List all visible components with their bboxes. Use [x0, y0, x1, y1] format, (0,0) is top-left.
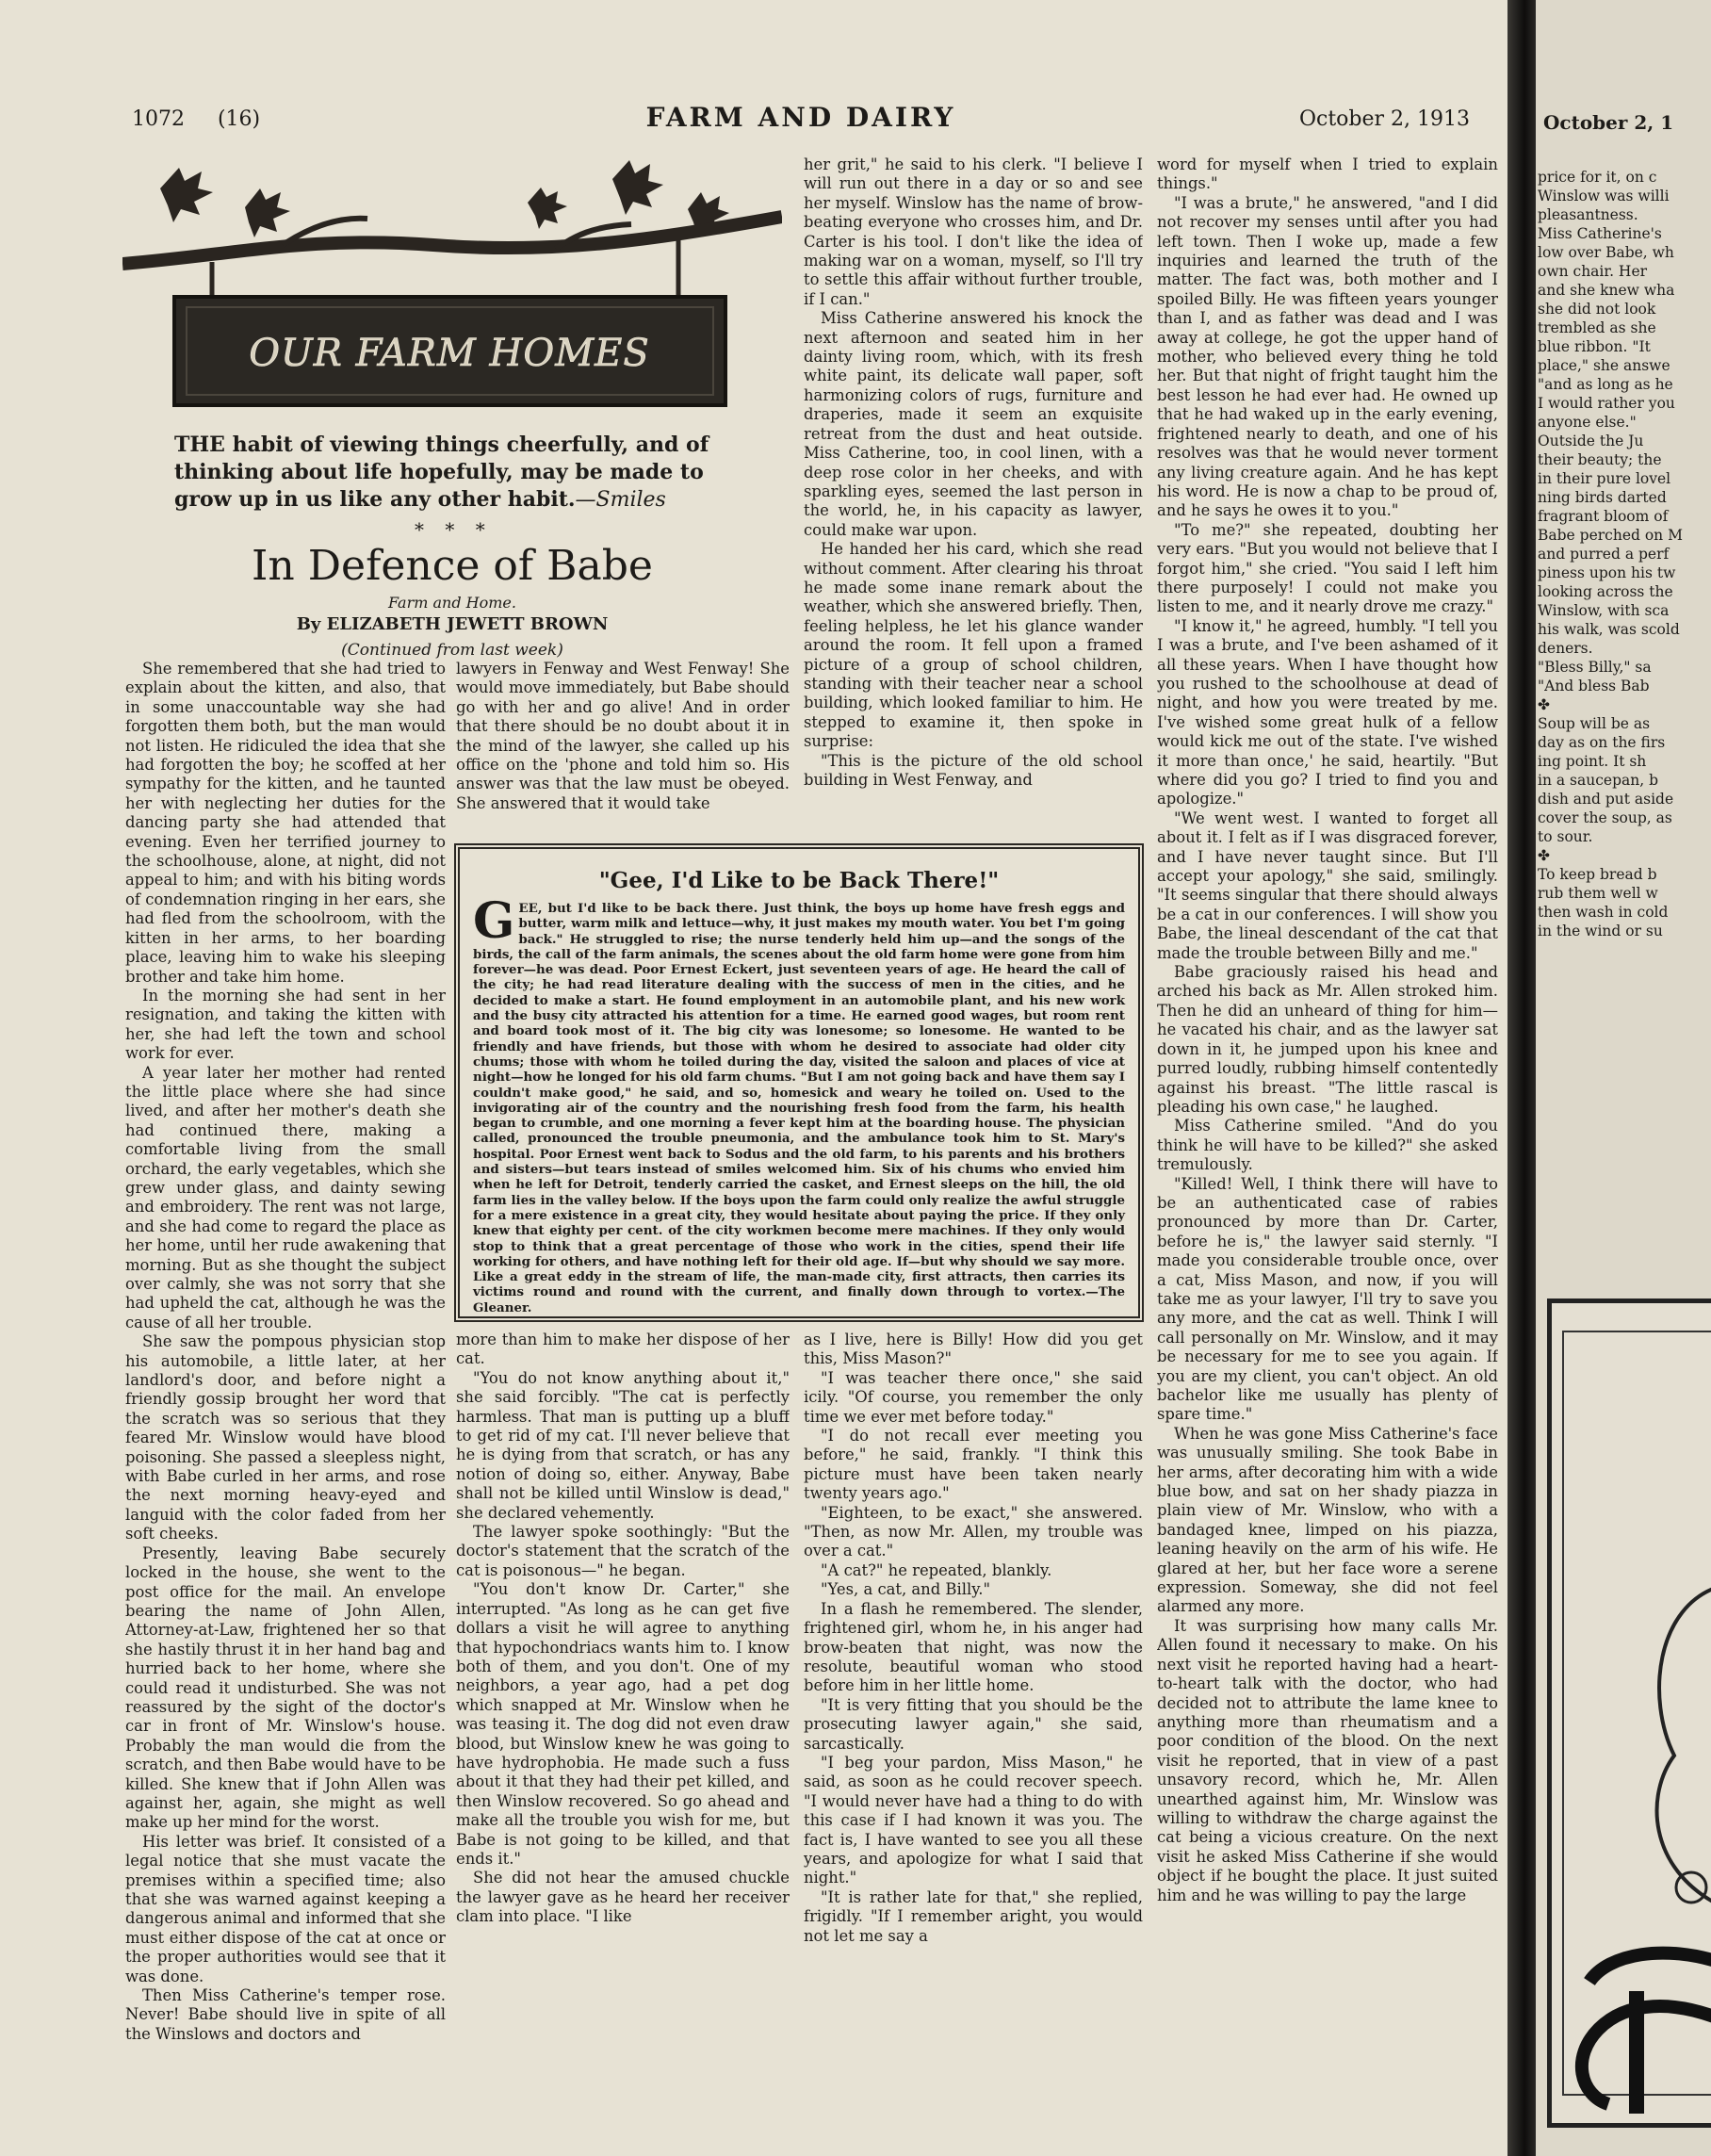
paragraph: Then Miss Catherine's temper rose. Never! Babe should live in spite of all the Winslows and doctors and: [125, 1986, 446, 2043]
article-column-3-bottom: [804, 1331, 1143, 2094]
advertisement-frame: [1547, 1298, 1711, 2128]
article-column-3-top: [804, 155, 1143, 834]
paragraph: "Eighteen, to be exact," she answered. "Then, as now Mr. Allen, my trouble was over a cat.": [804, 1503, 1143, 1560]
adjacent-page-line: to sour.: [1538, 828, 1593, 845]
boxed-story-body: [473, 892, 1125, 1315]
adjacent-page-line: and purred a perf: [1538, 546, 1670, 563]
paragraph: "I was teacher there once," she said icily. "Of course, you remember the only time we ever met before today.": [804, 1368, 1143, 1426]
sign-title: OUR FARM HOMES: [249, 332, 650, 375]
adjacent-page-line: in their pure lovel: [1538, 470, 1671, 487]
drop-cap: G: [473, 892, 515, 950]
paragraph: "A cat?" he repeated, blankly.: [821, 1560, 1052, 1579]
paragraph: "It is rather late for that," she replied, frigidly. "If I remember aright, you would not let me say a: [804, 1887, 1143, 1945]
paragraph: A year later her mother had rented the little place where she had since lived, and after her mother's death she had continued there, making a comfortable living from the small orchard, the early vegetables, which she grew under glass, and dainty sewing and embroidery. The rent was not large, and she had come to regard the place as her home, until her rude awakening that morning. But as she thought the subject over calmly, she was not sorry that she had upheld the cat, although he was the cause of all her trouble.: [125, 1063, 446, 1331]
paragraph: "I know it," he agreed, humbly. "I tell you I was a brute, and I've been ashamed of it all these years. When I have thought how you rushed to the schoolhouse at dead of night, and how you were treated by me. I've wished some great hulk of a fellow would kick me out of the state. I've wished it more than once,' he said, heartily. "But where did you go? I tried to find you and apologize.": [1157, 616, 1498, 808]
continued-note: (Continued from last week): [341, 641, 563, 660]
motto-source: —Smiles: [575, 488, 666, 512]
paragraph: It was surprising how many calls Mr. Allen found it necessary to make. On his next visit he reported having had a heart-to-heart talk with the doctor, who had decided not to attribute the lame knee to anything more than rheumatism and a poor condition of the blood. On the next visit he reported, that in view of a past unsavory record, which he, Mr. Allen unearthed against him, Mr. Winslow was willing to withdraw the charge against the cat being a vicious creature. On the next visit he asked Miss Catherine if she would object if he bought the place. It just suited him and he was willing to pay the large: [1157, 1616, 1498, 1904]
paragraph: "You do not know anything about it," she said forcibly. "The cat is perfectly harmless. That man is putting up a bluff to get rid of my cat. I'll never believe that he is dying from that scratch, or has any notion of doing so, either. Anyway, Babe shall not be killed until Winslow is dead," she declared vehemently.: [456, 1368, 790, 1522]
adjacent-page-line: dish and put aside: [1538, 791, 1674, 808]
adjacent-page-line: piness upon his tw: [1538, 564, 1676, 581]
binding-gutter: [1507, 0, 1536, 2156]
adjacent-page-line: "and as long as he: [1538, 376, 1673, 393]
adjacent-page-text: [1538, 168, 1711, 940]
paragraph: In the morning she had sent in her resignation, and taking the kitten with her, she had left the town and school work for ever.: [125, 986, 446, 1063]
running-head: [132, 102, 1470, 139]
adjacent-page-line: To keep bread b: [1538, 866, 1657, 883]
paragraph: as I live, here is Billy! How did you get this, Miss Mason?": [804, 1331, 1143, 1368]
adjacent-page-line: pleasantness.: [1538, 206, 1638, 223]
paragraph: lawyers in Fenway and West Fenway! She would move immediately, but Babe should go with her and go alive! And in order that there should be no doubt about it in the mind of the lawyer, she called up his office on the 'phone and told him so. His answer was that the law must be obeyed. She answered that it would take: [456, 660, 790, 812]
issue-date: October 2, 1913: [1298, 107, 1470, 131]
boxed-story-source: —The Gleaner.: [473, 1284, 1125, 1315]
adjacent-page-line: ✤: [1538, 696, 1550, 713]
paragraph: Presently, leaving Babe securely locked in the house, she went to the post office for the mail. An envelope bearing the name of John Allen, Attorney-at-Law, frightened her so that she hastily thrust it in her hand bag and hurried back to her home, where she could read it undisturbed. She was not reassured by the sight of the doctor's car in front of Mr. Winslow's house. Probably the man would die from the scratch, and then Babe would have to be killed. She knew that if John Allen was against her, again, she might as well make up her mind for the worst.: [125, 1544, 446, 1832]
adjacent-page-line: she did not look: [1538, 301, 1656, 318]
paragraph: "We went west. I wanted to forget all about it. I felt as if I was disgraced forever, and I have never taught since. But I'll accept your apology," she said, smilingly. "It seems singular that there should always be a cat in our conferences. I will show you Babe, the lineal descendant of the cat that made the trouble between Billy and me.": [1157, 808, 1498, 962]
paragraph: "I was a brute," he answered, "and I did not recover my senses until after you had left town. Then I woke up, made a few inquiries and learned the truth of the matter. The fact was, both mother and I spoiled Billy. He was fifteen years younger than I, and as father was dead and I was away at college, he got the upper hand of mother, who believed every thing he told her. But that night of fright taught him the best lesson he had ever had. He owned up that he had waked up in the early evening, frightened nearly to death, and one of his resolves was that he would never torment any living creature again. And he has kept his word. He is now a chap to be proud of, and he says he owes it to you.": [1157, 193, 1498, 520]
article-column-2-top: [456, 660, 790, 834]
paragraph: more than him to make her dispose of her cat.: [456, 1331, 790, 1368]
motto-text: THE habit of viewing things cheerfully, and of thinking about life hopefully, may be made to grow up in us like any other habit.: [174, 433, 709, 512]
paragraph: "Yes, a cat, and Billy.": [821, 1580, 991, 1599]
boxed-story-text: EE, but I'd like to be back there. Just think, the boys up home have fresh eggs and butter, warm milk and lettuce—why, it just makes my mouth water. You bet I'm going back." He struggled to rise; the nurse tenderly held him up—and the songs of the birds, the call of the farm animals, the scenes about the old farm home were gone from him forever—he was dead. Poor Ernest Eckert, just seventeen years of age. He heard the call of the city; he had read literature dealing with the success of men in the cities, and he decided to make a start. He found employment in an automobile plant, and his new work and the busy city attracted his attention for a time. He earned good wages, but room rent and board took most of it. The big city was lonesome; so lonesome. He wanted to be friendly and have friends, but those with whom he desired to associate had older city chums; those with whom he toiled during the day, visited the saloon and places of vice at night—how he longed for his old farm chums. "But I am not going back and have them say I couldn't make good," he said, and so, homesick and weary he toiled on. Used to the invigorating air of the country and the nourishing fresh food from the farm, his health began to crumble, and one morning a fever kept him at the boarding house. The physician called, pronounced the trouble pneumonia, and the ambulance took him to St. Mary's hospital. Poor Ernest went back to Sodus and the old farm, to his parents and his brothers and sisters—but tears instead of smiles welcomed him. Six of his chums who envied him when he left for Detroit, tenderly carried the casket, and Ernest sleeps on the hill, the old farm lies in the valley below. If the boys upon the farm could only realize the awful struggle for a mere existence in a great city, they would hesitate about paying the price. If they only knew that eighty per cent. of the city workmen become mere machines. If they only would stop to think that a great percentage of those who work in the cities, spend their life working for others, and have nothing left for their old age. If—but why should we say more. Like a great eddy in the stream of life, the man-made city, first attracts, then carries its victims round and round with the current, and finally down through to vortex.: [473, 901, 1125, 1300]
adjacent-page-date: October 2, 1: [1543, 111, 1674, 134]
paragraph: Babe graciously raised his head and arched his back as Mr. Allen stroked him. Then he did an unheard of thing for him—he vacated his chair, and as the lawyer sat down in it, he jumped upon his knee and purred loudly, rubbing himself contentedly against his breast. "The little rascal is pleading his own case," he laughed.: [1157, 963, 1498, 1116]
adjacent-page-line: cover the soup, as: [1538, 809, 1672, 826]
adjacent-page-line: place," she answe: [1538, 357, 1670, 374]
paragraph: "I do not recall ever meeting you before," he said, frankly. "I think this picture must have been taken nearly twenty years ago.": [804, 1427, 1143, 1503]
boxed-story: [454, 843, 1144, 1322]
our-farm-homes-banner: [122, 151, 782, 433]
adjacent-page-line: trembled as she: [1538, 319, 1656, 336]
article-subtitle: Farm and Home.: [388, 594, 516, 612]
adjacent-page-line: their beauty; the: [1538, 451, 1662, 468]
adjacent-page-line: looking across the: [1538, 583, 1673, 600]
page-number: 1072 (16): [132, 107, 261, 131]
paragraph: "I beg your pardon, Miss Mason," he said, as soon as he could recover speech. "I would never have had a thing to do with this case if I had known it was you. The fact is, I have wanted to see you all these years, and apologize for what I said that night.": [804, 1753, 1143, 1887]
adjacent-page-line: his walk, was scold: [1538, 621, 1680, 638]
adjacent-page-line: Soup will be as: [1538, 715, 1651, 732]
adjacent-page-line: deners.: [1538, 640, 1593, 657]
paragraph: "It is very fitting that you should be the prosecuting lawyer again," she said, sarcastically.: [804, 1695, 1143, 1753]
adjacent-page-line: ✤: [1538, 847, 1550, 864]
adjacent-page-line: "And bless Bab: [1538, 678, 1650, 694]
adjacent-page-line: then wash in cold: [1538, 904, 1669, 921]
paragraph: "To me?" she repeated, doubting her very ears. "But you would not believe that I forgot him," she cried. "You said I left him there purposely! I could not make you listen to me, and it nearly drove me crazy.": [1157, 520, 1498, 616]
paragraph: When he was gone Miss Catherine's face was unusually smiling. She took Babe in her arms, after decorating him with a wide blue bow, and sat on her shady piazza in plain view of Mr. Winslow, who with a bandaged knee, limped on his piazza, leaning heavily on the arm of his wife. He glared at her, but her face wore a serene expression. Someway, she did not feel alarmed any more.: [1157, 1424, 1498, 1616]
adjacent-page-line: I would rather you: [1538, 395, 1675, 412]
adjacent-page-line: in a saucepan, b: [1538, 772, 1658, 789]
paragraph: His letter was brief. It consisted of a legal notice that she must vacate the premises within a specified time; also that she was warned against keeping a dangerous animal and informed that she must either dispose of the cat at once or the proper authorities would see that it was done.: [125, 1832, 446, 1985]
section-number: (16): [217, 107, 261, 131]
boxed-story-title: "Gee, I'd Like to be Back There!": [598, 868, 1000, 893]
article-byline: By ELIZABETH JEWETT BROWN: [296, 614, 609, 634]
adjacent-page-line: price for it, on c: [1538, 169, 1657, 186]
adjacent-page-line: "Bless Billy," sa: [1538, 659, 1652, 676]
paragraph: She saw the pompous physician stop his automobile, a little later, at her landlord's door, and before night a friendly gossip brought her word that the scratch was so serious that they feared Mr. Winslow would have blood poisoning. She passed a sleepless night, with Babe curled in her arms, and rose the next morning heavy-eyed and languid with the color faded from her soft cheeks.: [125, 1332, 446, 1544]
adjacent-page-line: anyone else.": [1538, 414, 1637, 431]
paragraph: She did not hear the amused chuckle the lawyer gave as he heard her receiver clam into place. "I like: [456, 1869, 790, 1926]
paragraph: She remembered that she had tried to explain about the kitten, and also, that in some unaccountable way she had forgotten them both, but the man would not listen. He ridiculed the idea that she had forgotten the boy; he scoffed at her sympathy for the kitten, and he taunted her with neglecting her duties for the dancing party she had attended that evening. Even her terrified journey to the schoolhouse, alone, at night, did not appeal to him; and with his biting words of condemnation ringing in her ears, she had fled from the schoolroom, with the kitten in her arms, to her boarding place, leaving him to wake his sleeping brother and take him home.: [125, 660, 446, 986]
paragraph: word for myself when I tried to explain things.": [1157, 155, 1498, 193]
paragraph: her grit," he said to his clerk. "I believe I will run out there in a day or so and see her myself. Winslow has the name of brow-beating everyone who crosses him, and Dr. Carter is his tool. I don't like the idea of making war on a woman, myself, so I'll try to settle this affair without further trouble, if I can.": [804, 155, 1143, 308]
adjacent-page-line: in the wind or su: [1538, 923, 1663, 939]
adjacent-page-line: and she knew wha: [1538, 282, 1675, 299]
article-column-4: [1157, 155, 1498, 2097]
adjacent-page-line: Babe perched on M: [1538, 527, 1683, 544]
paragraph: "Killed! Well, I think there will have to be an authenticated case of rabies pronounced by more than Dr. Carter, before he is," the lawyer said sternly. "I made you considerable trouble once, over a cat, Miss Mason, and now, if you will take me as your lawyer, I'll try to save you any more, and the cat as well. Think I will call personally on Mr. Winslow, and it may be necessary for me to see you again. If you are my client, you can't object. An old bachelor like me usually has plenty of spare time.": [1157, 1174, 1498, 1424]
adjacent-page: [1536, 0, 1711, 2156]
paragraph: In a flash he remembered. The slender, frightened girl, whom he, in his anger had brow-beaten that night, was now the resolute, beautiful woman who stood before him in her little home.: [804, 1599, 1143, 1695]
leaf-ornament-icon: [160, 160, 729, 237]
adjacent-page-line: blue ribbon. "It: [1538, 338, 1651, 355]
adjacent-page-line: Winslow was willi: [1538, 188, 1670, 204]
adjacent-page-line: rub them well w: [1538, 885, 1658, 902]
advertisement-art: [1552, 1303, 1711, 2123]
adjacent-page-line: ning birds darted: [1538, 489, 1667, 506]
adjacent-page-line: Winslow, with sca: [1538, 602, 1670, 619]
paragraph: "This is the picture of the old school building in West Fenway, and: [804, 751, 1143, 789]
magazine-title: FARM AND DAIRY: [645, 102, 956, 133]
article-column-1: [125, 660, 446, 2092]
paragraph: He handed her his card, which she read without comment. After clearing his throat he made some inane remark about the weather, which she answered briefly. Then, feeling helpless, he let his glance wander around the room. It fell upon a framed picture of a group of school children, standing with their teacher near a school building, which looked familiar to him. He stepped to examine it, then spoke in surprise:: [804, 540, 1143, 751]
article-column-2-bottom: [456, 1331, 790, 2094]
branch-ornament: [122, 217, 782, 264]
adjacent-page-line: fragrant bloom of: [1538, 508, 1669, 525]
adjacent-page-line: day as on the firs: [1538, 734, 1666, 751]
paragraph: Miss Catherine answered his knock the next afternoon and seated him in her dainty living room, which, with its fresh white paint, its delicate wall paper, soft harmonizing colors of rugs, furniture and draperies, made it seem an exquisite retreat from the dust and heat outside. Miss Catherine, too, in cool linen, with a deep rose color in her cheeks, and with sparkling eyes, seemed the last person in the world, he, in his capacity as lawyer, could make war upon.: [804, 309, 1143, 539]
article-title: In Defence of Babe: [252, 542, 653, 590]
adjacent-page-line: low over Babe, wh: [1538, 244, 1674, 261]
motto: [174, 432, 721, 514]
adjacent-page-line: Outside the Ju: [1538, 433, 1644, 449]
paragraph: "You don't know Dr. Carter," she interrupted. "As long as he can get five dollars a visit he will agree to anything that hypochondriacs wants him to. I know both of them, and you don't. One of my neighbors, a year ago, had a pet dog which snapped at Mr. Winslow when he was teasing it. The dog did not even draw blood, but Winslow knew he was going to have hydrophobia. He made such a fuss about it that they had their pet killed, and then Winslow recovered. So go ahead and make all the trouble you wish for me, but Babe is not going to be killed, and that ends it.": [456, 1580, 790, 1868]
paragraph: Miss Catherine smiled. "And do you think he will have to be killed?" she asked tremulously.: [1157, 1117, 1498, 1174]
ornament-stars: * * *: [415, 518, 493, 541]
paragraph: The lawyer spoke soothingly: "But the doctor's statement that the scratch of the cat is poisonous—" he began.: [456, 1523, 790, 1579]
adjacent-page-line: own chair. Her: [1538, 263, 1648, 280]
adjacent-page-line: ing point. It sh: [1538, 753, 1647, 770]
adjacent-page-line: Miss Catherine's: [1538, 225, 1662, 242]
